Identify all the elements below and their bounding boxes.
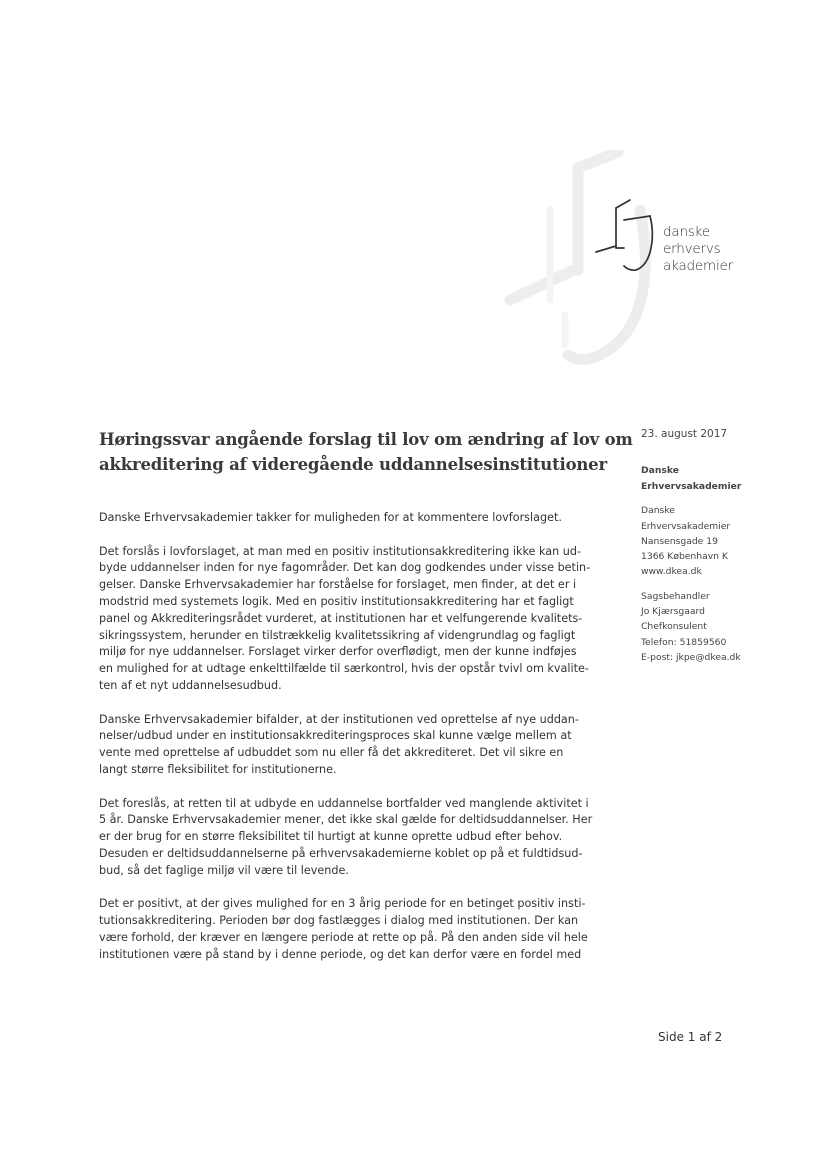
document-title [99,427,633,477]
text-line: Desuden er deltidsuddannelserne på erhvervsakademierne koblet op på et fuldtidsud- [99,846,583,860]
text-line: Det er positivt, at der gives mulighed for en 3 årig periode for en betinget positiv insti- [99,897,586,911]
text-line: nelser/udbud under en institutionsakkrediteringsproces skal kunne vælge mellem at [99,729,572,743]
text-line: Det forslås i lovforslaget, at man med en positiv institutionsakkreditering ikke kan ud- [99,544,581,558]
text-line: sikringssystem, herunder en tilstrækkelig kvalitetssikring af videngrundlag og fagligt [99,628,576,642]
address-line: 1366 København K [641,551,728,563]
contact-line: Jo Kjærsgaard [641,606,705,618]
sidebar [641,427,811,674]
text-line: gelser. Danske Erhvervsakademier har forståelse for forslaget, men finder, at det er i [99,578,577,592]
text-line: tutionsakkreditering. Perioden bør dog fastlægges i dialog med institutionen. Der kan [99,914,579,928]
text-line: ten af et nyt uddannelsesudbud. [99,678,282,692]
contact-info [641,589,811,665]
email-line[interactable]: E-post: jkpe@dkea.dk [641,651,741,663]
contact-line: Chefkonsulent [641,621,707,633]
letter-date: 23. august 2017 [641,428,728,440]
text-line: Danske Erhvervsakademier bifalder, at der institutionen ved oprettelse af nye uddan- [99,712,579,726]
paragraph-intro [99,510,609,527]
paragraph-inactivity [99,796,609,880]
page-number: Side 1 af 2 [658,1030,723,1044]
text-line: en mulighed for at udtage enkelttilfælde til særkontrol, hvis der opstår tvivl om kvalite- [99,662,589,676]
paragraph-conditional-period [99,896,609,963]
text-line: miljø for nye uddannelser. Forslaget virker derfor overflødigt, men der kunne indføjes [99,645,577,659]
text-line: 5 år. Danske Erhvervsakademier mener, det ikke skal gælde for deltidsuddannelser. Her [99,813,593,827]
org-line: Erhvervsakademier [641,480,742,492]
logo-line: akademier [663,258,733,274]
sender-address [641,503,811,579]
org-line: Danske [641,465,679,477]
text-line: bud, så det faglige miljø vil være til levende. [99,863,349,877]
website-link[interactable]: www.dkea.dk [641,566,702,578]
logo-line: danske [663,224,710,240]
text-line: panel og Akkrediteringsrådet vurderet, at institutionen har et velfungerende kvalitets- [99,611,583,625]
address-line: Nansensgade 19 [641,535,718,547]
title-line: akkreditering af videregående uddannelsesinstitutioner [99,455,607,474]
text-line: byde uddannelser inden for nye fagområder. Det kan dog godkendes under visse betin- [99,561,591,575]
body-text [99,510,609,980]
text-line: Danske Erhvervsakademier takker for muligheden for at kommentere lovforslaget. [99,511,562,524]
text-line: er der brug for en større fleksibilitet til hurtigt at kunne oprette udbud efter behov. [99,830,563,844]
phone-line: Telefon: 51859560 [641,636,727,648]
text-line: modstrid med systemets logik. Med en positiv institutionsakkreditering har et fagligt [99,594,574,608]
sender-organization [641,463,811,494]
paragraph-new-fields [99,544,609,695]
title-line: Høringssvar angående forslag til lov om ændring af lov om [99,430,633,449]
logo-wordmark [663,224,733,275]
text-line: være forhold, der kræver en længere periode at rette op på. På den anden side vil hele [99,930,588,944]
text-line: Det foreslås, at retten til at udbyde en uddannelse bortfalder ved manglende aktivitet i [99,796,589,810]
address-line: Danske [641,505,675,517]
text-line: langt større fleksibilitet for institutionerne. [99,762,337,776]
address-line: Erhvervsakademier [641,520,731,532]
contact-line: Sagsbehandler [641,590,710,602]
text-line: vente med oprettelse af udbuddet som nu eller få det akkrediteret. Det vil sikre en [99,746,564,760]
text-line: institutionen være på stand by i denne periode, og det kan derfor være en fordel med [99,947,582,961]
logo-line: erhvervs [663,241,721,257]
paragraph-accreditation-process [99,712,609,779]
dkea-logo-icon [590,190,670,290]
